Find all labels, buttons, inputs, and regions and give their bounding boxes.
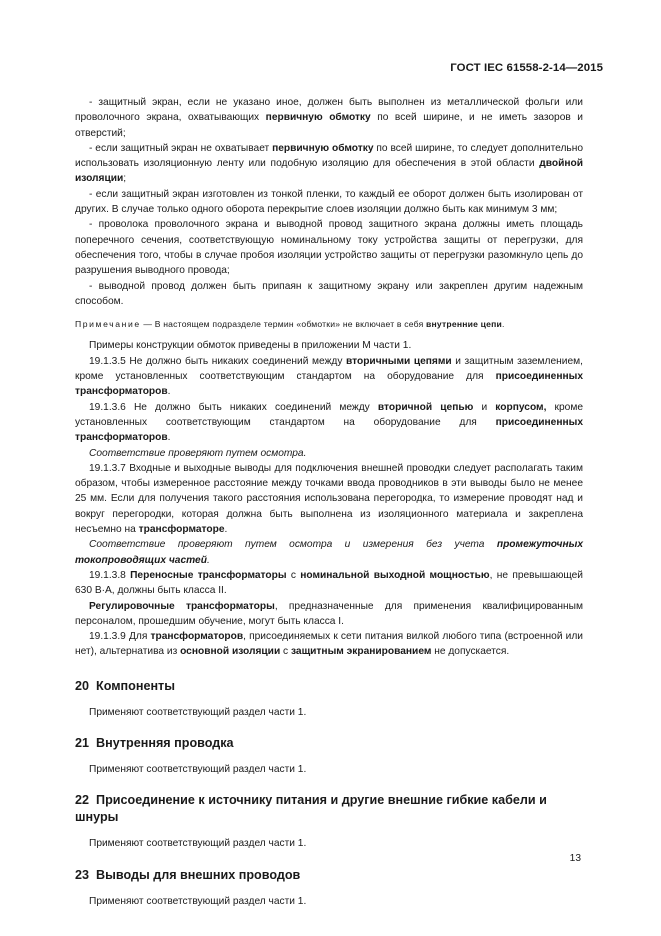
section-heading: 20 Компоненты <box>75 678 175 693</box>
clause-19-1-3-8: 19.1.3.8 Переносные трансформаторы с номинальной выходной мощностью, не превышающей 630 В·А, должны быть класса II. <box>75 569 583 597</box>
section-text: Применяют соответствующий раздел части 1. <box>89 706 307 718</box>
paragraph: - проволока проволочного экрана и выводной провод защитного экрана должны иметь площадь поперечного сечения, соответствующую номинальному току устройства защиты от перегрузки, для обеспечения того, чтобы в случае пробоя изоляции устройство защиты от перегрузки разомкнуло цепь до разрушения выводного провода; <box>75 219 583 277</box>
paragraph: - выводной провод должен быть припаян к защитному экрану или закреплен другим надежным способом. <box>75 280 583 307</box>
paragraph: - если защитный экран изготовлен из тонкой пленки, то каждый ее оборот должен быть изолирован от других. В случае только одного оборота перекрытие слоев изоляции должно быть как минимум 3 мм; <box>75 188 583 216</box>
paragraph: Регулировочные трансформаторы, предназначенные для применения квалифицированным персоналом, прошедшим обучение, могут быть класса I. <box>75 600 583 627</box>
section-22 <box>75 792 583 851</box>
paragraph: - если защитный экран не охватывает первичную обмотку по всей ширине, то следует дополнительно использовать изоляционную ленту или подобную изоляцию для обеспечения в этой области двойной изоляции; <box>75 142 583 185</box>
clause-19-1-3-7: 19.1.3.7 Входные и выходные выводы для подключения внешней проводки следует располагать таким образом, чтобы измеренное расстояние между точками ввода проводников в эти выводы было не менее 25 мм. Если для получения такого расстояния использована перегородка, то измерение проводят над и вокруг перегородки, которая должна быть выполнена из изоляционного материала и закреплена несъемно на трансформаторе. <box>75 462 583 536</box>
section-heading: 22 Присоединение к источнику питания и другие внешние гибкие кабели и шнуры <box>75 793 547 825</box>
paragraph: - защитный экран, если не указано иное, должен быть выполнен из металлической фольги или проволочного экрана, охватывающих первичную обмотку по всей ширине, и не иметь зазоров и отверстий; <box>75 97 583 139</box>
section-heading: 21 Внутренняя проводка <box>75 735 234 750</box>
section-text: Применяют соответствующий раздел части 1. <box>89 838 307 850</box>
standard-code: ГОСТ IEC 61558-2-14—2015 <box>450 62 603 74</box>
clause-19-1-3-5: 19.1.3.5 Не должно быть никаких соединений между вторичными цепями и защитным заземлением, кроме установленных соответствующим стандартом на оборудование для присоединенных трансформаторов. <box>75 355 583 398</box>
section-21 <box>75 735 583 777</box>
page-content <box>75 95 583 909</box>
section-text: Применяют соответствующий раздел части 1. <box>89 895 307 907</box>
compliance-check: Соответствие проверяют путем осмотра и измерения без учета промежуточных токопроводящих частей. <box>75 539 583 566</box>
clause-19-1-3-9: 19.1.3.9 Для трансформаторов, присоединяемых к сети питания вилкой любого типа (встроенной или нет), альтернатива из основной изоляции с защитным экранированием не допускается. <box>75 631 583 658</box>
section-heading: 23 Выводы для внешних проводов <box>75 867 301 882</box>
note-label: Примечание <box>75 319 141 330</box>
note: Примечание — В настоящем подразделе термин «обмотки» не включает в себя внутренние цепи. <box>75 319 505 330</box>
clause-19-1-3-6: 19.1.3.6 Не должно быть никаких соединений между вторичной цепью и корпусом, кроме установленных соответствующим стандартом на оборудование для присоединенных трансформаторов. <box>75 401 583 444</box>
section-text: Применяют соответствующий раздел части 1. <box>89 763 307 775</box>
page-number: 13 <box>569 853 581 864</box>
paragraph: Примеры конструкции обмоток приведены в приложении М части 1. <box>89 340 412 352</box>
section-23 <box>75 867 583 909</box>
compliance-check: Соответствие проверяют путем осмотра. <box>89 447 307 459</box>
section-20 <box>75 678 583 720</box>
